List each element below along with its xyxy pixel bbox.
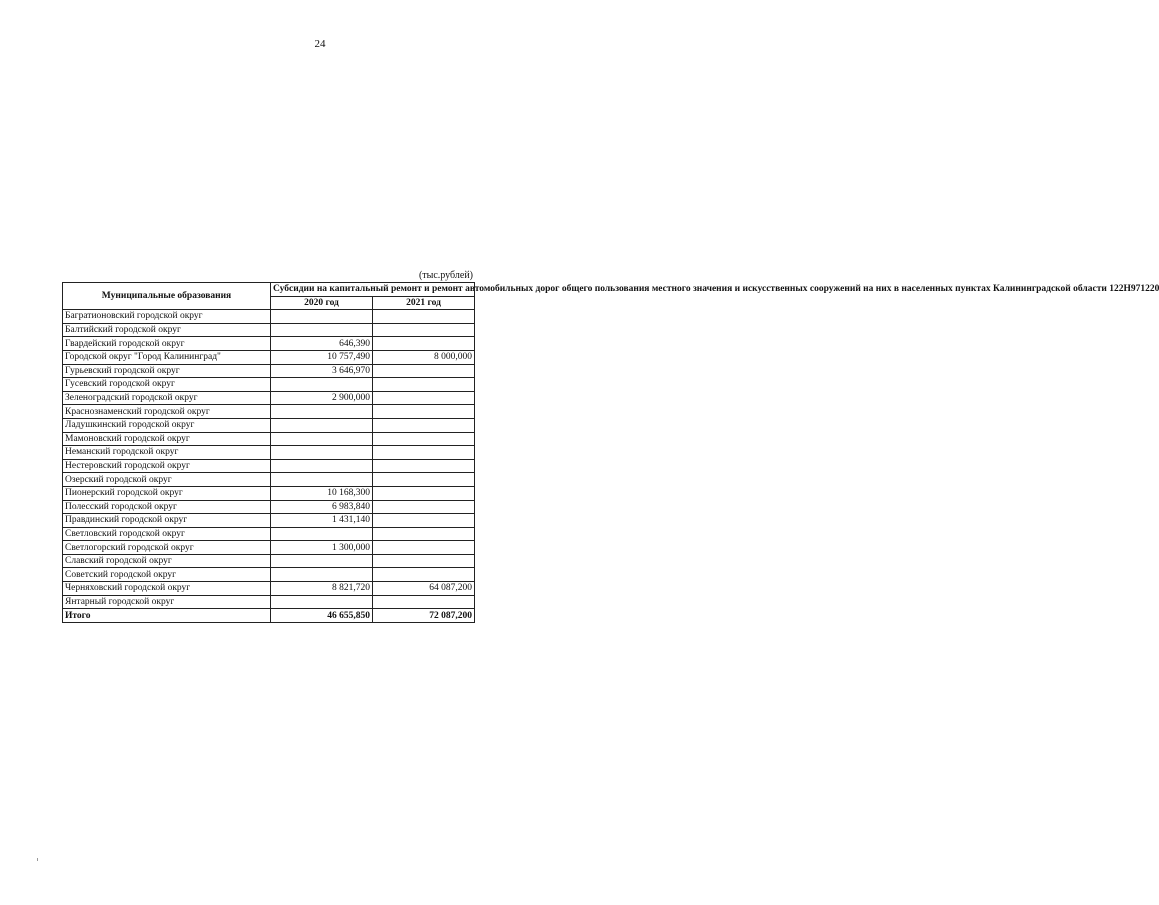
value-2020-cell: 1 431,140 [271, 514, 373, 528]
table-row [63, 323, 475, 337]
value-2020-cell [271, 418, 373, 432]
value-2021-cell [373, 595, 475, 609]
value-2021-cell [373, 323, 475, 337]
value-2021-cell [373, 391, 475, 405]
table-row [63, 514, 475, 528]
value-2021-cell: 72 087,200 [373, 609, 475, 623]
municipality-cell: Светловский городской округ [63, 527, 271, 541]
table-row [63, 459, 475, 473]
total-row [63, 609, 475, 623]
table-row [63, 418, 475, 432]
municipality-cell: Янтарный городской округ [63, 595, 271, 609]
value-2021-cell [373, 527, 475, 541]
table-row [63, 405, 475, 419]
value-2020-cell [271, 432, 373, 446]
value-2020-cell [271, 527, 373, 541]
municipality-cell: Правдинский городской округ [63, 514, 271, 528]
value-2021-cell [373, 459, 475, 473]
table-row [63, 378, 475, 392]
value-2020-cell: 1 300,000 [271, 541, 373, 555]
value-2020-cell: 2 900,000 [271, 391, 373, 405]
value-2020-cell: 6 983,840 [271, 500, 373, 514]
municipality-cell: Багратионовский городской округ [63, 310, 271, 324]
value-2020-cell [271, 595, 373, 609]
municipality-cell: Мамоновский городской округ [63, 432, 271, 446]
municipality-cell: Пионерский городской округ [63, 486, 271, 500]
table-row [63, 582, 475, 596]
table-row [63, 595, 475, 609]
municipality-cell: Славский городской округ [63, 554, 271, 568]
value-2021-cell: 8 000,000 [373, 350, 475, 364]
value-2021-cell [373, 337, 475, 351]
header-year-2021: 2021 год [373, 296, 475, 310]
value-2021-cell [373, 568, 475, 582]
municipality-cell: Нестеровский городской округ [63, 459, 271, 473]
value-2021-cell [373, 514, 475, 528]
scan-mark [37, 858, 38, 861]
value-2020-cell [271, 446, 373, 460]
table-row [63, 473, 475, 487]
municipality-cell: Зеленоградский городской округ [63, 391, 271, 405]
table-row [63, 337, 475, 351]
header-municipality: Муниципальные образования [63, 283, 271, 310]
value-2021-cell [373, 541, 475, 555]
value-2021-cell [373, 310, 475, 324]
municipality-cell: Краснознаменский городской округ [63, 405, 271, 419]
value-2021-cell [373, 446, 475, 460]
table-row [63, 432, 475, 446]
value-2021-cell [373, 405, 475, 419]
table-body [63, 310, 475, 623]
subsidy-table [62, 282, 1159, 623]
table-row [63, 310, 475, 324]
value-2020-cell [271, 378, 373, 392]
table-row [63, 350, 475, 364]
units-label: (тыс.рублей) [418, 270, 473, 281]
municipality-cell: Полесский городской округ [63, 500, 271, 514]
table-row [63, 446, 475, 460]
table-row [63, 500, 475, 514]
municipality-cell: Гвардейский городской округ [63, 337, 271, 351]
value-2020-cell: 46 655,850 [271, 609, 373, 623]
value-2021-cell [373, 378, 475, 392]
value-2020-cell: 646,390 [271, 337, 373, 351]
header-year-2020: 2020 год [271, 296, 373, 310]
municipality-cell: Неманский городской округ [63, 446, 271, 460]
table-row [63, 391, 475, 405]
value-2021-cell [373, 364, 475, 378]
municipality-cell: Черняховский городской округ [63, 582, 271, 596]
value-2020-cell [271, 405, 373, 419]
value-2021-cell [373, 500, 475, 514]
value-2020-cell [271, 568, 373, 582]
value-2021-cell [373, 486, 475, 500]
value-2020-cell [271, 459, 373, 473]
value-2021-cell [373, 473, 475, 487]
municipality-cell: Гусевский городской округ [63, 378, 271, 392]
value-2020-cell [271, 310, 373, 324]
table-row [63, 554, 475, 568]
table-row [63, 527, 475, 541]
value-2020-cell: 10 168,300 [271, 486, 373, 500]
value-2020-cell: 3 646,970 [271, 364, 373, 378]
municipality-cell: Светлогорский городской округ [63, 541, 271, 555]
value-2021-cell [373, 432, 475, 446]
municipality-cell: Городской округ "Город Калининград" [63, 350, 271, 364]
municipality-cell: Ладушкинский городской округ [63, 418, 271, 432]
value-2020-cell [271, 323, 373, 337]
municipality-cell: Итого [63, 609, 271, 623]
page-number: 24 [314, 38, 326, 50]
value-2021-cell [373, 418, 475, 432]
table-row [63, 364, 475, 378]
table-row [63, 486, 475, 500]
value-2021-cell [373, 554, 475, 568]
municipality-cell: Балтийский городской округ [63, 323, 271, 337]
value-2020-cell: 8 821,720 [271, 582, 373, 596]
header-subsidy: Субсидии на капитальный ремонт и ремонт автомобильных дорог общего пользования местного значения и искусственных сооружений на них в населенных пунктах Калининградской области 122Н971220 [271, 283, 475, 297]
table-row [63, 568, 475, 582]
value-2020-cell: 10 757,490 [271, 350, 373, 364]
municipality-cell: Советский городской округ [63, 568, 271, 582]
municipality-cell: Озерский городской округ [63, 473, 271, 487]
municipality-cell: Гурьевский городской округ [63, 364, 271, 378]
value-2020-cell [271, 473, 373, 487]
value-2020-cell [271, 554, 373, 568]
table-row [63, 541, 475, 555]
value-2021-cell: 64 087,200 [373, 582, 475, 596]
